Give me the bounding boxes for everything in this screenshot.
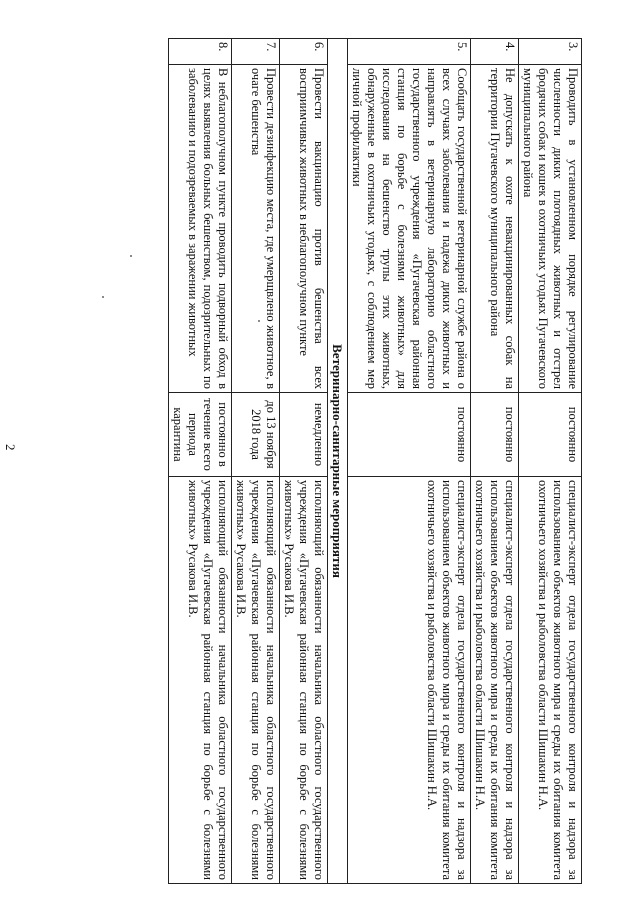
deadline-text: до 13 ноября 2018 года (232, 393, 280, 477)
section-header-row (328, 39, 348, 884)
section-title: Ветеринарно-санитарные мероприятия (328, 39, 348, 884)
table-row (169, 39, 232, 884)
rotated-page-content (67, 38, 582, 883)
deadline-text: постоянно (471, 393, 519, 477)
responsible-text: исполняющий обязанности начальника областного государственного учреждения «Пугачевская районная станция по борьбе с болезнями животных» Русакова И.В. (232, 477, 280, 884)
table-row (348, 39, 471, 884)
scan-speck (102, 296, 104, 298)
row-number: 6. (280, 39, 328, 65)
table-row (519, 39, 582, 884)
responsible-text: специалист-эксперт отдела государственного контроля и надзора за использованием объектов животного мира и среды их обитания комитета охотничьего хозяйства и рыболовства области Шишакин Н.А. (519, 477, 582, 884)
scan-speck (130, 255, 132, 257)
deadline-text: постоянно (519, 393, 582, 477)
page-number: 2 (3, 444, 18, 451)
responsible-text: исполняющий обязанности начальника областного государственного учреждения «Пугачевская районная станция по борьбе с болезнями животных» Русакова И.В. (280, 477, 328, 884)
table-row (471, 39, 519, 884)
measure-text: Провести вакцинацию против бешенства всех восприимчивых животных в неблагополучном пункте (280, 65, 328, 393)
row-number: 7. (232, 39, 280, 65)
responsible-text: специалист-эксперт отдела государственного контроля и надзора за использованием объектов животного мира и среды их обитания комитета охотничьего хозяйства и рыболовства области Шишакин Н.А. (348, 477, 471, 884)
deadline-text: постоянно в течение всего периода карантина (169, 393, 232, 477)
measures-table (168, 38, 582, 884)
measure-text: Сообщать государственной ветеринарной службе района о всех случаях заболевания и падежа диких животных и направлять в ветеринарную лабораторию областного государственного учреждения «Пугачевская районная станция по борьбе с болезнями животных» для исследования на бешенство трупы этих животных, обнаруженные в охотничьих угодьях, с соблюдением мер личной профилактики (348, 65, 471, 393)
scan-speck (258, 320, 260, 322)
responsible-text: исполняющий обязанности начальника областного государственного учреждения «Пугачевская районная станция по борьбе с болезнями животных» Русакова И.В. (169, 477, 232, 884)
row-number: 3. (519, 39, 582, 65)
measure-text: Не допускать к охоте невакцинированных собак на территории Пугачевского муниципального района (471, 65, 519, 393)
table-row (232, 39, 280, 884)
row-number: 5. (348, 39, 471, 65)
measure-text: В неблагополучном пункте проводить подворный обход в целях выявления больных бешенством, подозрительных по заболеванию и подозреваемых в заражении животных (169, 65, 232, 393)
responsible-text: специалист-эксперт отдела государственного контроля и надзора за использованием объектов животного мира и среды их обитания комитета охотничьего хозяйства и рыболовства области Шишакин Н.А. (471, 477, 519, 884)
deadline-text: немедленно (280, 393, 328, 477)
measure-text: Провести дезинфекцию места, где умерщвлено животное, в очаге бешенства (232, 65, 280, 393)
measure-text: Проводить в установленном порядке регулирование численности диких плотоядных животных и отстрел бродячих собак и кошек в охотничьих угодьях Пугачевского муниципального района (519, 65, 582, 393)
deadline-text: постоянно (348, 393, 471, 477)
row-number: 8. (169, 39, 232, 65)
row-number: 4. (471, 39, 519, 65)
table-row (280, 39, 328, 884)
